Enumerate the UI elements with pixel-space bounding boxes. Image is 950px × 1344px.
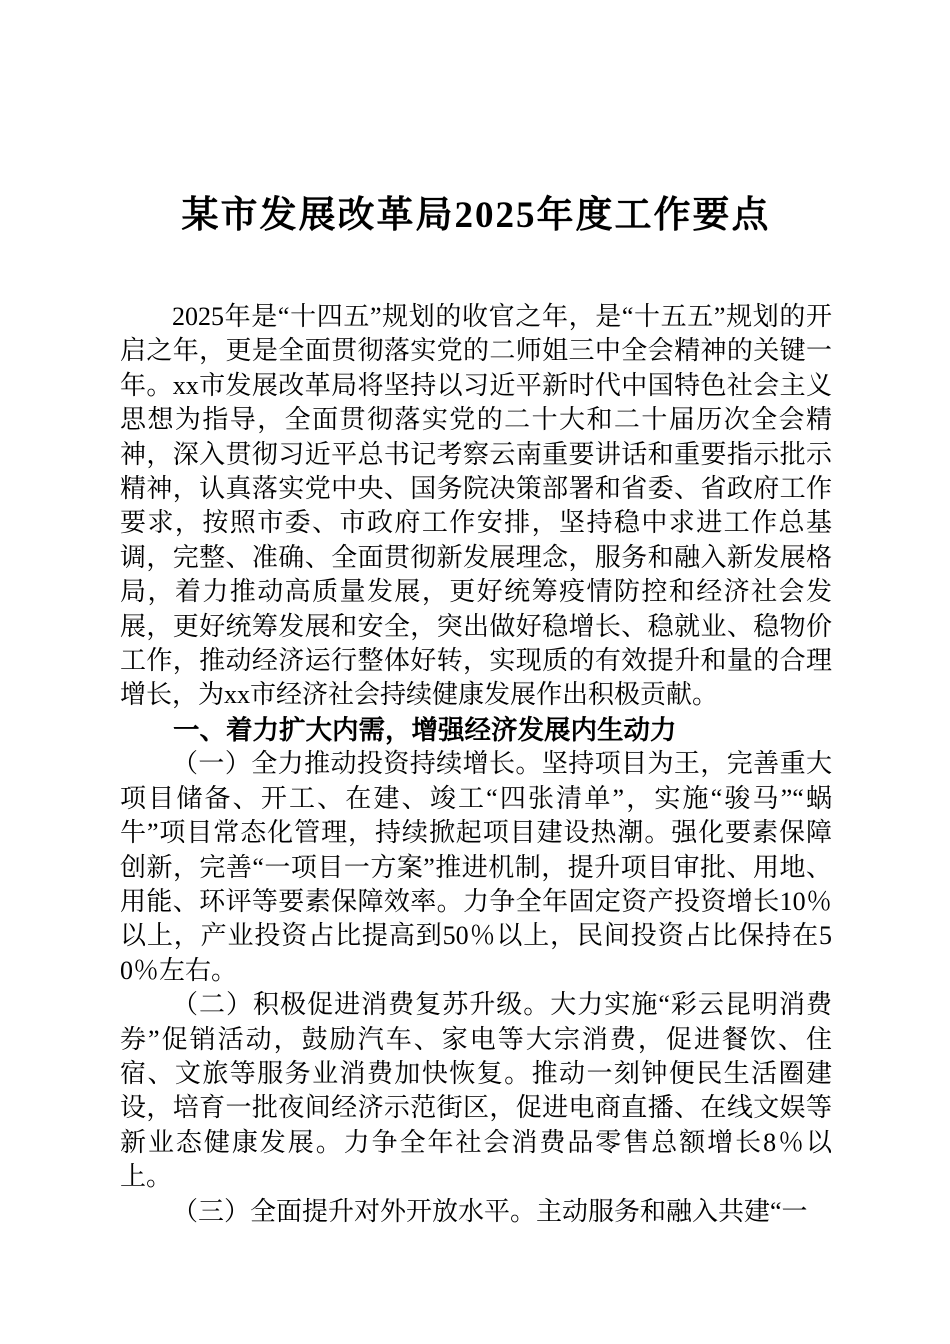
paragraph-item-2: （二）积极促进消费复苏升级。大力实施“彩云昆明消费券”促销活动，鼓励汽车、家电等大宗消费，促进餐饮、住宿、文旅等服务业消费加快恢复。推动一刻钟便民生活圈建设，培育一批夜间经济示范街区，促进电商直播、在线文娱等新业态健康发展。力争全年社会消费品零售总额增长8％以上。 xyxy=(120,990,832,1192)
paragraph-item-3: （三）全面提升对外开放水平。主动服务和融入共建“一 xyxy=(172,1196,808,1226)
section-heading-1: 一、着力扩大内需，增强经济发展内生动力 xyxy=(173,714,677,745)
document-title: 某市发展改革局2025年度工作要点 xyxy=(181,195,771,236)
paragraph-item-1: （一）全力推动投资持续增长。坚持项目为王，完善重大项目储备、开工、在建、竣工“四张清单”，实施“骏马”“蜗牛”项目常态化管理，持续掀起项目建设热潮。强化要素保障创新，完善“一项目一方案”推进机制，提升项目审批、用地、用能、环评等要素保障效率。力争全年固定资产投资增长10％以上，产业投资占比提高到50％以上，民间投资占比保持在50％左右。 xyxy=(120,749,832,985)
paragraph-intro: 2025年是“十四五”规划的收官之年，是“十五五”规划的开启之年，更是全面贯彻落实党的二师姐三中全会精神的关键一年。xx市发展改革局将坚持以习近平新时代中国特色社会主义思想为指导，全面贯彻落实党的二十大和二十届历次全会精神，深入贯彻习近平总书记考察云南重要讲话和重要指示批示精神，认真落实党中央、国务院决策部署和省委、省政府工作要求，按照市委、市政府工作安排，坚持稳中求进工作总基调，完整、准确、全面贯彻新发展理念，服务和融入新发展格局，着力推动高质量发展，更好统筹疫情防控和经济社会发展，更好统筹发展和安全，突出做好稳增长、稳就业、稳物价工作，推动经济运行整体好转，实现质的有效提升和量的合理增长，为xx市经济社会持续健康发展作出积极贡献。 xyxy=(120,302,832,710)
